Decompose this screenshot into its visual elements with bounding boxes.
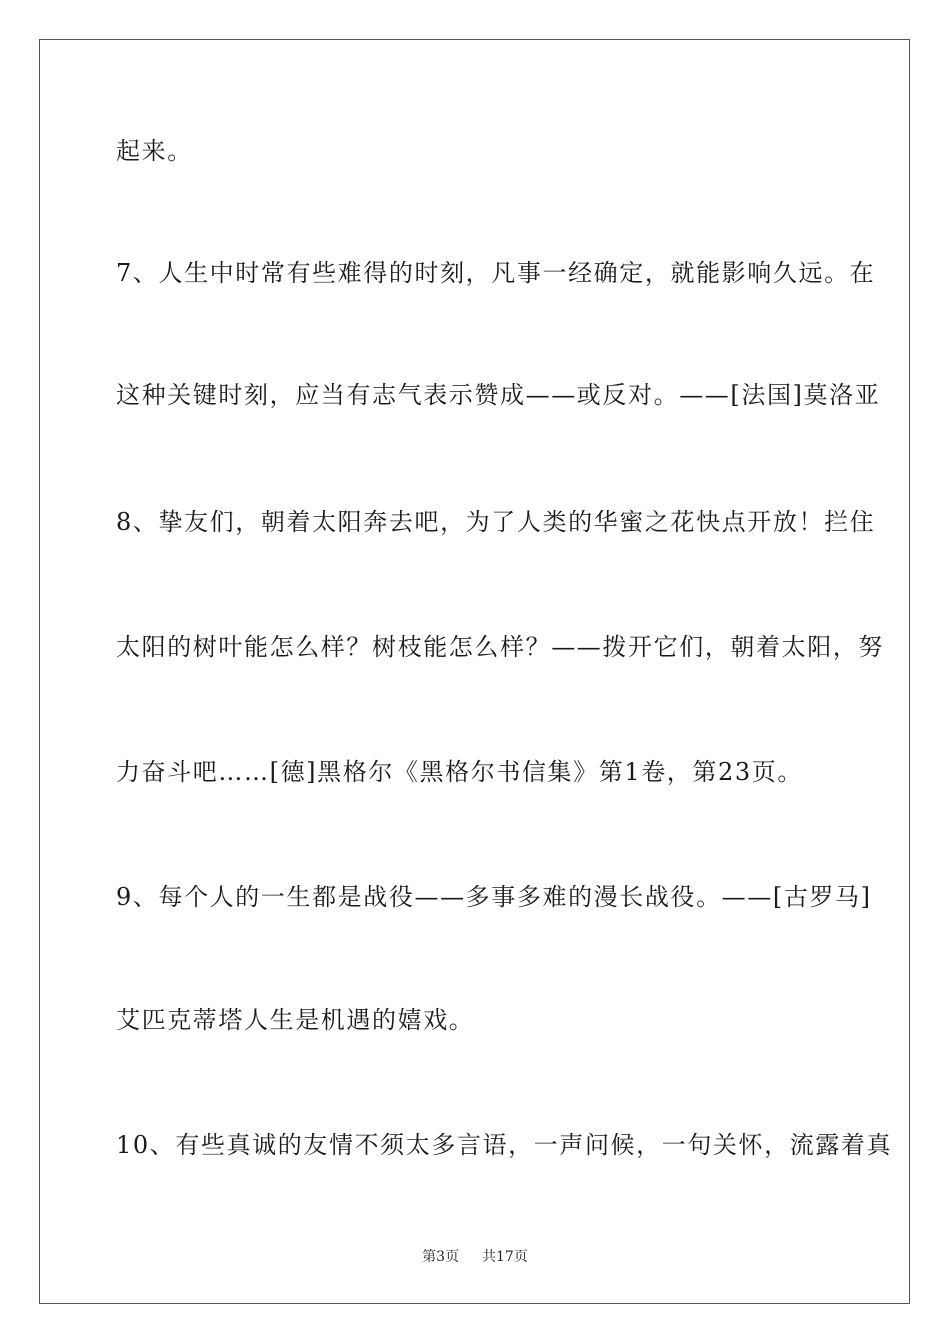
text-line: 力奋斗吧……[德]黑格尔《黑格尔书信集》第1卷，第23页。 (116, 758, 803, 786)
text-line: 起来。 (116, 137, 193, 165)
page-frame (39, 39, 910, 1304)
total-pages: 共17页 (482, 1249, 528, 1265)
text-line: 艾匹克蒂塔人生是机遇的嬉戏。 (116, 1006, 475, 1034)
text-line: 10、有些真诚的友情不须太多言语，一声问候，一句关怀，流露着真 (116, 1131, 893, 1159)
page-number: 第3页 (422, 1249, 460, 1265)
text-line: 8、挚友们，朝着太阳奔去吧，为了人类的华蜜之花快点开放！拦住 (116, 508, 876, 536)
text-line: 9、每个人的一生都是战役——多事多难的漫长战役。——[古罗马] (116, 883, 872, 911)
text-line: 太阳的树叶能怎么样？树枝能怎么样？——拨开它们，朝着太阳，努 (116, 633, 884, 661)
text-line: 7、人生中时常有些难得的时刻，凡事一经确定，就能影响久远。在 (116, 259, 876, 287)
page-footer (0, 1248, 950, 1266)
text-line: 这种关键时刻，应当有志气表示赞成——或反对。——[法国]莫洛亚 (116, 381, 881, 409)
